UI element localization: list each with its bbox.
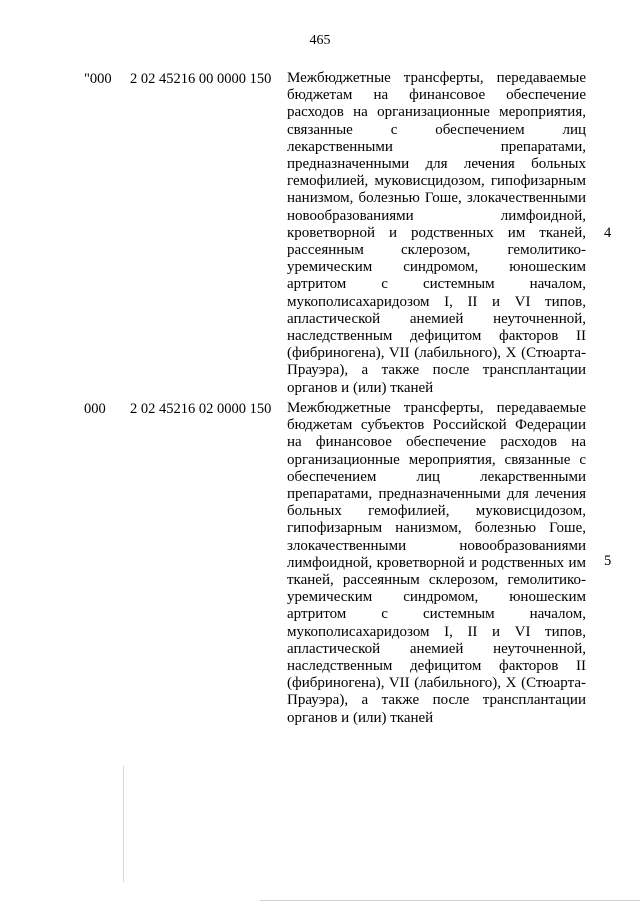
admin-code: 000 (84, 401, 106, 417)
scan-artifact-line (123, 766, 124, 882)
row-amount: 5 (604, 553, 612, 569)
row-description: Межбюджетные трансферты, передаваемые бюджетам субъектов Российской Федерации на финансовое обеспечение расходов на организационные мероприятия, связанные с обеспечением лиц лекарственными препаратами, предназначенными для лечения больных гемофилией, муковисцидозом, гипофизарным нанизмом, болезнью Гоше, злокачественными новообразованиями лимфоидной, кроветворной и родственных им тканей, рассеянным склерозом, гемолитико-уремическим синдромом, юношеским артритом с системным началом, мукополисахаридозом I, II и VI типов, апластической анемией неуточненной, наследственным дефицитом факторов II (фибриногена), VII (лабильного), X (Стюарта-Прауэра), а также после трансплантации органов и (или) тканей (287, 400, 586, 726)
admin-code: "000 (84, 71, 112, 87)
page-number: 465 (309, 33, 331, 48)
row-description: Межбюджетные трансферты, передаваемые бюджетам на финансовое обеспечение расходов на организационные мероприятия, связанные с обеспечением лиц лекарственными препаратами, предназначенными для лечения больных гемофилией, муковисцидозом, гипофизарным нанизмом, болезнью Гоше, злокачественными новообразованиями лимфоидной, кроветворной и родственных им тканей, рассеянным склерозом, гемолитико-уремическим синдромом, юношеским артритом с системным началом, мукополисахаридозом I, II и VI типов, апластической анемией неуточненной, наследственным дефицитом факторов II (фибриногена), VII (лабильного), X (Стюарта-Прауэра), а также после трансплантации органов и (или) тканей (287, 70, 586, 396)
budget-classification-code: 2 02 45216 02 0000 150 (130, 401, 272, 417)
page-edge-line (260, 900, 640, 901)
budget-classification-code: 2 02 45216 00 0000 150 (130, 71, 272, 87)
row-amount: 4 (604, 225, 612, 241)
